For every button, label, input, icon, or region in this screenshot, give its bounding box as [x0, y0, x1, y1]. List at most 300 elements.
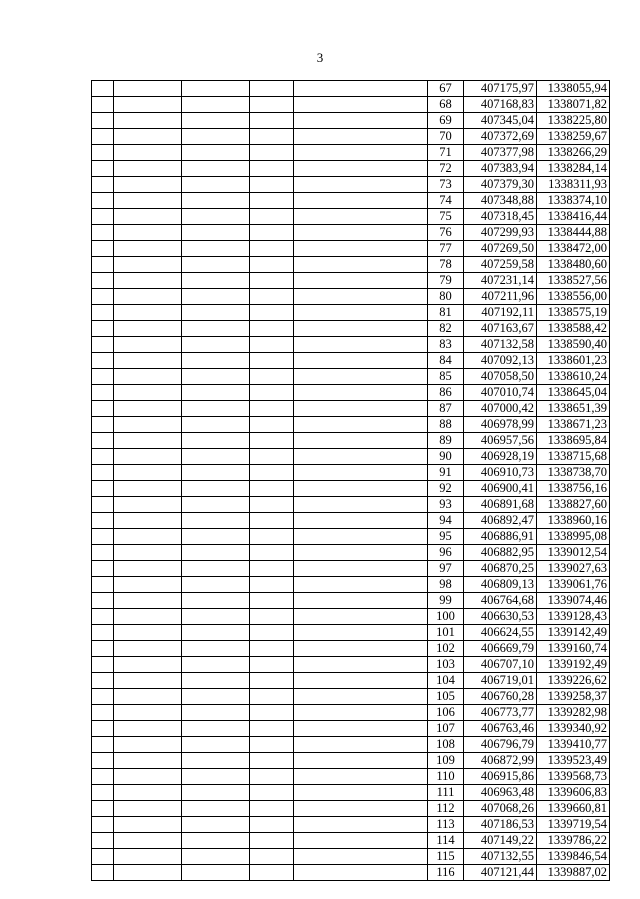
empty-cell	[294, 257, 428, 273]
table-row	[92, 785, 610, 801]
empty-cell	[114, 129, 182, 145]
y-coordinate-cell: 1338645,04	[537, 385, 610, 401]
y-coordinate-cell: 1338995,08	[537, 529, 610, 545]
empty-cell	[114, 545, 182, 561]
empty-cell	[182, 801, 250, 817]
empty-cell	[114, 321, 182, 337]
table-row	[92, 817, 610, 833]
table-row	[92, 289, 610, 305]
point-number-cell: 69	[428, 113, 464, 129]
empty-cell	[294, 385, 428, 401]
empty-cell	[114, 753, 182, 769]
empty-cell	[294, 225, 428, 241]
table-row	[92, 561, 610, 577]
empty-cell	[92, 593, 114, 609]
empty-cell	[294, 689, 428, 705]
empty-cell	[114, 369, 182, 385]
point-number-cell: 112	[428, 801, 464, 817]
empty-cell	[250, 289, 294, 305]
empty-cell	[182, 529, 250, 545]
empty-cell	[92, 465, 114, 481]
y-coordinate-cell: 1339160,74	[537, 641, 610, 657]
table-row	[92, 609, 610, 625]
point-number-cell: 87	[428, 401, 464, 417]
x-coordinate-cell: 407092,13	[464, 353, 537, 369]
empty-cell	[250, 513, 294, 529]
y-coordinate-cell: 1338055,94	[537, 81, 610, 97]
empty-cell	[182, 497, 250, 513]
table-row	[92, 577, 610, 593]
point-number-cell: 93	[428, 497, 464, 513]
empty-cell	[92, 337, 114, 353]
empty-cell	[92, 369, 114, 385]
x-coordinate-cell: 407149,22	[464, 833, 537, 849]
y-coordinate-cell: 1339012,54	[537, 545, 610, 561]
y-coordinate-cell: 1338960,16	[537, 513, 610, 529]
y-coordinate-cell: 1338444,88	[537, 225, 610, 241]
empty-cell	[250, 193, 294, 209]
x-coordinate-cell: 406957,56	[464, 433, 537, 449]
empty-cell	[294, 609, 428, 625]
empty-cell	[250, 497, 294, 513]
empty-cell	[294, 657, 428, 673]
x-coordinate-cell: 406719,01	[464, 673, 537, 689]
x-coordinate-cell: 406928,19	[464, 449, 537, 465]
table-row	[92, 401, 610, 417]
empty-cell	[250, 433, 294, 449]
empty-cell	[92, 785, 114, 801]
empty-cell	[294, 81, 428, 97]
empty-cell	[182, 289, 250, 305]
empty-cell	[92, 769, 114, 785]
x-coordinate-cell: 406882,95	[464, 545, 537, 561]
empty-cell	[250, 785, 294, 801]
empty-cell	[294, 289, 428, 305]
empty-cell	[92, 657, 114, 673]
empty-cell	[250, 337, 294, 353]
empty-cell	[250, 689, 294, 705]
empty-cell	[182, 385, 250, 401]
point-number-cell: 98	[428, 577, 464, 593]
x-coordinate-cell: 407163,67	[464, 321, 537, 337]
empty-cell	[92, 225, 114, 241]
empty-cell	[250, 129, 294, 145]
empty-cell	[250, 529, 294, 545]
point-number-cell: 101	[428, 625, 464, 641]
empty-cell	[182, 225, 250, 241]
empty-cell	[92, 145, 114, 161]
empty-cell	[114, 353, 182, 369]
empty-cell	[294, 337, 428, 353]
empty-cell	[250, 97, 294, 113]
x-coordinate-cell: 407377,98	[464, 145, 537, 161]
y-coordinate-cell: 1339568,73	[537, 769, 610, 785]
empty-cell	[114, 145, 182, 161]
empty-cell	[92, 705, 114, 721]
empty-cell	[250, 833, 294, 849]
point-number-cell: 94	[428, 513, 464, 529]
empty-cell	[114, 657, 182, 673]
x-coordinate-cell: 407372,69	[464, 129, 537, 145]
empty-cell	[114, 609, 182, 625]
table-row	[92, 97, 610, 113]
empty-cell	[92, 433, 114, 449]
empty-cell	[250, 769, 294, 785]
empty-cell	[294, 577, 428, 593]
empty-cell	[182, 753, 250, 769]
empty-cell	[294, 209, 428, 225]
empty-cell	[250, 241, 294, 257]
empty-cell	[250, 657, 294, 673]
point-number-cell: 75	[428, 209, 464, 225]
empty-cell	[250, 385, 294, 401]
x-coordinate-cell: 406872,99	[464, 753, 537, 769]
x-coordinate-cell: 407211,96	[464, 289, 537, 305]
empty-cell	[294, 817, 428, 833]
point-number-cell: 96	[428, 545, 464, 561]
empty-cell	[182, 401, 250, 417]
empty-cell	[250, 545, 294, 561]
table-row	[92, 305, 610, 321]
empty-cell	[182, 545, 250, 561]
x-coordinate-cell: 407068,26	[464, 801, 537, 817]
y-coordinate-cell: 1339027,63	[537, 561, 610, 577]
table-row	[92, 673, 610, 689]
empty-cell	[182, 481, 250, 497]
empty-cell	[250, 577, 294, 593]
empty-cell	[250, 209, 294, 225]
empty-cell	[250, 417, 294, 433]
empty-cell	[182, 785, 250, 801]
empty-cell	[250, 849, 294, 865]
empty-cell	[294, 769, 428, 785]
empty-cell	[182, 625, 250, 641]
point-number-cell: 86	[428, 385, 464, 401]
table-row	[92, 833, 610, 849]
table-row	[92, 497, 610, 513]
x-coordinate-cell: 406707,10	[464, 657, 537, 673]
y-coordinate-cell: 1338225,80	[537, 113, 610, 129]
y-coordinate-cell: 1339074,46	[537, 593, 610, 609]
x-coordinate-cell: 406891,68	[464, 497, 537, 513]
empty-cell	[182, 737, 250, 753]
empty-cell	[250, 145, 294, 161]
empty-cell	[114, 209, 182, 225]
point-number-cell: 81	[428, 305, 464, 321]
empty-cell	[294, 513, 428, 529]
empty-cell	[294, 801, 428, 817]
empty-cell	[294, 529, 428, 545]
empty-cell	[114, 705, 182, 721]
x-coordinate-cell: 407383,94	[464, 161, 537, 177]
table-row	[92, 753, 610, 769]
table-row	[92, 177, 610, 193]
empty-cell	[294, 833, 428, 849]
point-number-cell: 97	[428, 561, 464, 577]
empty-cell	[182, 353, 250, 369]
x-coordinate-cell: 407168,83	[464, 97, 537, 113]
empty-cell	[250, 305, 294, 321]
table-row	[92, 145, 610, 161]
empty-cell	[294, 705, 428, 721]
table-row	[92, 129, 610, 145]
empty-cell	[182, 721, 250, 737]
empty-cell	[92, 801, 114, 817]
table-row	[92, 513, 610, 529]
point-number-cell: 85	[428, 369, 464, 385]
empty-cell	[182, 241, 250, 257]
empty-cell	[92, 609, 114, 625]
x-coordinate-cell: 406963,48	[464, 785, 537, 801]
y-coordinate-cell: 1338556,00	[537, 289, 610, 305]
empty-cell	[250, 401, 294, 417]
point-number-cell: 100	[428, 609, 464, 625]
table-row	[92, 689, 610, 705]
y-coordinate-cell: 1338715,68	[537, 449, 610, 465]
y-coordinate-cell: 1338590,40	[537, 337, 610, 353]
empty-cell	[114, 465, 182, 481]
empty-cell	[250, 641, 294, 657]
empty-cell	[114, 625, 182, 641]
empty-cell	[182, 417, 250, 433]
empty-cell	[114, 289, 182, 305]
x-coordinate-cell: 406886,91	[464, 529, 537, 545]
empty-cell	[294, 401, 428, 417]
empty-cell	[294, 113, 428, 129]
y-coordinate-cell: 1338827,60	[537, 497, 610, 513]
empty-cell	[250, 737, 294, 753]
table-row	[92, 273, 610, 289]
point-number-cell: 109	[428, 753, 464, 769]
empty-cell	[294, 433, 428, 449]
empty-cell	[250, 465, 294, 481]
empty-cell	[92, 193, 114, 209]
empty-cell	[92, 497, 114, 513]
empty-cell	[92, 305, 114, 321]
point-number-cell: 79	[428, 273, 464, 289]
empty-cell	[92, 273, 114, 289]
x-coordinate-cell: 406900,41	[464, 481, 537, 497]
y-coordinate-cell: 1339340,92	[537, 721, 610, 737]
table-row	[92, 417, 610, 433]
table-row	[92, 433, 610, 449]
empty-cell	[294, 481, 428, 497]
x-coordinate-cell: 406796,79	[464, 737, 537, 753]
empty-cell	[114, 225, 182, 241]
empty-cell	[182, 577, 250, 593]
x-coordinate-cell: 407010,74	[464, 385, 537, 401]
y-coordinate-cell: 1338416,44	[537, 209, 610, 225]
empty-cell	[294, 465, 428, 481]
empty-cell	[92, 353, 114, 369]
empty-cell	[250, 705, 294, 721]
x-coordinate-cell: 406764,68	[464, 593, 537, 609]
point-number-cell: 104	[428, 673, 464, 689]
empty-cell	[182, 337, 250, 353]
empty-cell	[92, 417, 114, 433]
y-coordinate-cell: 1339660,81	[537, 801, 610, 817]
empty-cell	[114, 817, 182, 833]
x-coordinate-cell: 407231,14	[464, 273, 537, 289]
empty-cell	[182, 273, 250, 289]
table-row	[92, 161, 610, 177]
x-coordinate-cell: 407348,88	[464, 193, 537, 209]
y-coordinate-cell: 1338071,82	[537, 97, 610, 113]
table-row	[92, 705, 610, 721]
empty-cell	[114, 385, 182, 401]
empty-cell	[182, 97, 250, 113]
y-coordinate-cell: 1339061,76	[537, 577, 610, 593]
empty-cell	[92, 817, 114, 833]
empty-cell	[294, 273, 428, 289]
table-row	[92, 465, 610, 481]
empty-cell	[250, 801, 294, 817]
empty-cell	[92, 513, 114, 529]
empty-cell	[182, 369, 250, 385]
table-row	[92, 529, 610, 545]
empty-cell	[294, 865, 428, 881]
empty-cell	[250, 449, 294, 465]
point-number-cell: 89	[428, 433, 464, 449]
empty-cell	[250, 225, 294, 241]
empty-cell	[250, 177, 294, 193]
empty-cell	[250, 81, 294, 97]
x-coordinate-cell: 407121,44	[464, 865, 537, 881]
table-row	[92, 385, 610, 401]
empty-cell	[182, 561, 250, 577]
table-row	[92, 241, 610, 257]
x-coordinate-cell: 407058,50	[464, 369, 537, 385]
empty-cell	[114, 529, 182, 545]
table-row	[92, 641, 610, 657]
empty-cell	[114, 481, 182, 497]
empty-cell	[294, 241, 428, 257]
empty-cell	[92, 241, 114, 257]
empty-cell	[114, 161, 182, 177]
empty-cell	[114, 305, 182, 321]
coordinates-table-body	[92, 81, 610, 881]
empty-cell	[294, 561, 428, 577]
empty-cell	[182, 433, 250, 449]
empty-cell	[114, 593, 182, 609]
y-coordinate-cell: 1338651,39	[537, 401, 610, 417]
point-number-cell: 105	[428, 689, 464, 705]
empty-cell	[182, 769, 250, 785]
empty-cell	[114, 833, 182, 849]
empty-cell	[114, 769, 182, 785]
empty-cell	[114, 865, 182, 881]
empty-cell	[114, 737, 182, 753]
empty-cell	[114, 849, 182, 865]
table-row	[92, 865, 610, 881]
empty-cell	[294, 785, 428, 801]
point-number-cell: 74	[428, 193, 464, 209]
empty-cell	[182, 817, 250, 833]
table-row	[92, 337, 610, 353]
empty-cell	[182, 465, 250, 481]
empty-cell	[294, 449, 428, 465]
empty-cell	[114, 433, 182, 449]
empty-cell	[250, 353, 294, 369]
y-coordinate-cell: 1338575,19	[537, 305, 610, 321]
x-coordinate-cell: 406760,28	[464, 689, 537, 705]
y-coordinate-cell: 1339192,49	[537, 657, 610, 673]
x-coordinate-cell: 406669,79	[464, 641, 537, 657]
empty-cell	[250, 481, 294, 497]
y-coordinate-cell: 1338472,00	[537, 241, 610, 257]
point-number-cell: 73	[428, 177, 464, 193]
x-coordinate-cell: 406892,47	[464, 513, 537, 529]
x-coordinate-cell: 407132,58	[464, 337, 537, 353]
empty-cell	[294, 721, 428, 737]
empty-cell	[182, 689, 250, 705]
table-row	[92, 353, 610, 369]
x-coordinate-cell: 407192,11	[464, 305, 537, 321]
empty-cell	[114, 721, 182, 737]
empty-cell	[250, 561, 294, 577]
x-coordinate-cell: 406624,55	[464, 625, 537, 641]
empty-cell	[294, 145, 428, 161]
empty-cell	[92, 481, 114, 497]
empty-cell	[182, 641, 250, 657]
empty-cell	[294, 321, 428, 337]
point-number-cell: 72	[428, 161, 464, 177]
point-number-cell: 90	[428, 449, 464, 465]
empty-cell	[114, 401, 182, 417]
point-number-cell: 70	[428, 129, 464, 145]
point-number-cell: 80	[428, 289, 464, 305]
x-coordinate-cell: 407000,42	[464, 401, 537, 417]
page-number: 3	[316, 50, 324, 65]
empty-cell	[182, 449, 250, 465]
empty-cell	[250, 593, 294, 609]
empty-cell	[114, 561, 182, 577]
empty-cell	[182, 673, 250, 689]
empty-cell	[92, 289, 114, 305]
empty-cell	[294, 161, 428, 177]
empty-cell	[250, 273, 294, 289]
empty-cell	[114, 193, 182, 209]
empty-cell	[92, 209, 114, 225]
point-number-cell: 103	[428, 657, 464, 673]
y-coordinate-cell: 1339282,98	[537, 705, 610, 721]
empty-cell	[294, 593, 428, 609]
empty-cell	[182, 321, 250, 337]
empty-cell	[92, 625, 114, 641]
empty-cell	[92, 689, 114, 705]
empty-cell	[92, 401, 114, 417]
x-coordinate-cell: 406915,86	[464, 769, 537, 785]
point-number-cell: 91	[428, 465, 464, 481]
empty-cell	[114, 257, 182, 273]
y-coordinate-cell: 1339410,77	[537, 737, 610, 753]
table-row	[92, 769, 610, 785]
empty-cell	[92, 545, 114, 561]
empty-cell	[114, 801, 182, 817]
point-number-cell: 116	[428, 865, 464, 881]
point-number-cell: 106	[428, 705, 464, 721]
table-row	[92, 657, 610, 673]
empty-cell	[182, 177, 250, 193]
x-coordinate-cell: 407175,97	[464, 81, 537, 97]
empty-cell	[92, 449, 114, 465]
x-coordinate-cell: 407132,55	[464, 849, 537, 865]
x-coordinate-cell: 406870,25	[464, 561, 537, 577]
table-row	[92, 113, 610, 129]
empty-cell	[114, 673, 182, 689]
empty-cell	[92, 849, 114, 865]
empty-cell	[182, 305, 250, 321]
